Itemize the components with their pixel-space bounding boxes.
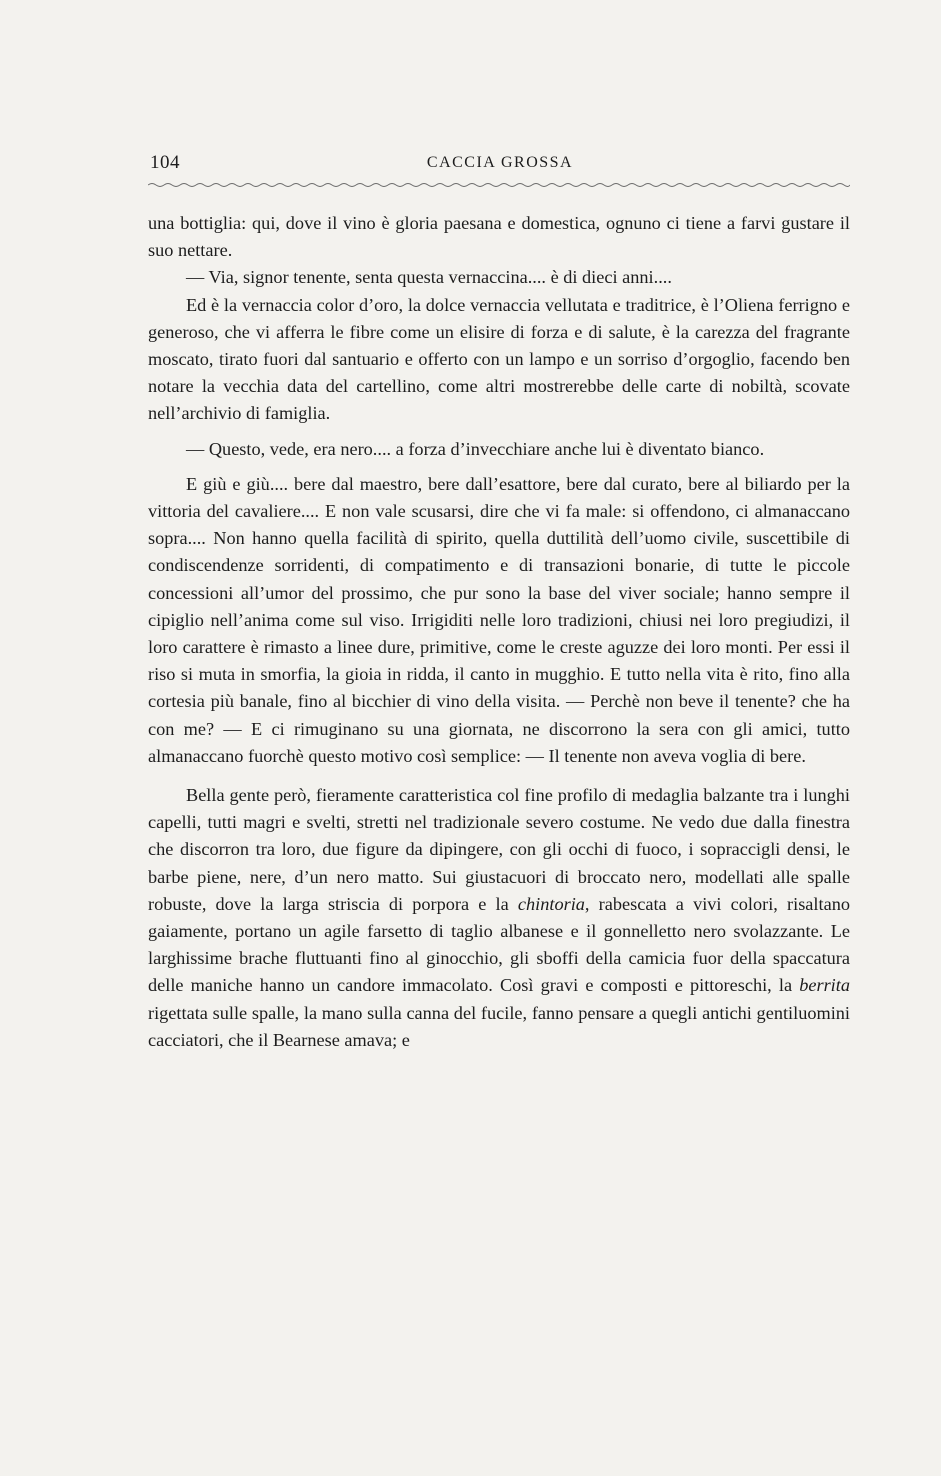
running-title: CACCIA GROSSA [426,154,574,171]
italic-word-chintoria: chintoria [517,893,585,914]
paragraph-3: Ed è la vernaccia color d’oro, la dolce vernaccia vellutata e traditrice, è l’Oliena ferrigno e generoso, che vi afferra le fibre come un elisire di forza e di salute, è la carezza del fragrante moscato, tirato fuori dal santuario e offerto con un lampo e un sorriso d’orgoglio, facendo ben notare la vecchia data del cartellino, come altri mostrerebbe delle carte di nobiltà, scovate nell’archivio di famiglia. [148,294,850,424]
page-header [150,152,850,182]
decorative-header-rule [148,180,850,190]
paragraph-4: — Questo, vede, era nero.... a forza d’invecchiare anche lui è diventato bianco. [186,438,765,459]
paragraph-1: una bottiglia: qui, dove il vino è gloria paesana e domestica, ognuno ci tiene a farvi gustare il suo nettare. [148,213,850,261]
body-text [148,210,850,1054]
italic-word-berrita: berrita [799,975,850,996]
page-number: 104 [150,152,180,173]
paragraph-6-part-3: rigettata sulle spalle, la mano sulla canna del fucile, fanno pensare a quegli antichi gentiluomini cacciatori, che il Bearnese amava; e [148,1002,850,1050]
paragraph-6-part-2: , rabescata a vivi colori, risaltano gaiamente, portano un agile farsetto di taglio albanese e il gonnelletto nero svolazzante. Le larghissime brache fluttuanti fino al ginocchio, gli sboffi della camicia fuor della spaccatura delle maniche hanno un candore immacolato. Così gravi e composti e pittoreschi, la [148,893,850,996]
paragraph-5: E giù e giù.... bere dal maestro, bere dall’esattore, bere dal curato, bere al biliardo per la vittoria del cavaliere.... E non vale scusarsi, dire che vi fa male: si offendono, ci almanaccano sopra.... Non hanno quella facilità di spirito, quella duttilità dell’uomo civile, suscettibile di condiscendenze sorridenti, di compatimento e di transazioni bonarie, di tutte le piccole concessioni all’umor del prossimo, che pur sono la base del viver sociale; hanno sempre il cipiglio nell’anima come sul viso. Irrigiditi nelle loro tradizioni, chiusi nei loro pregiudizi, il loro carattere è rimasto a linee dure, primitive, come le creste aguzze dei loro monti. Per essi il riso si muta in smorfia, la gioia in ridda, il canto in mugghio. E tutto nella vita è rito, fino alla cortesia più banale, fino al bicchier di vino della visita. — Perchè non beve il tenente? che ha con me? — E ci rimuginano su una giornata, ne discorrono la sera con gli amici, tutto almanaccano fuorchè questo motivo così semplice: — Il tenente non aveva voglia di bere. [148,473,850,766]
paragraph-6 [148,782,850,1054]
paragraph-2: — Via, signor tenente, senta questa vernaccina.... è di dieci anni.... [186,267,672,288]
paragraph-6-part-1: Bella gente però, fieramente caratteristica col fine profilo di medaglia balzante tra i lunghi capelli, tutti magri e svelti, stretti nel tradizionale severo costume. Ne vedo due dalla finestra che discorron tra loro, due figure da dipingere, con gli occhi di fuoco, i sopraccigli densi, le barbe piene, nere, d’un nero matto. Sui giustacuori di broccato nero, modellati alle spalle robuste, dove la larga striscia di porpora e la [148,785,850,914]
